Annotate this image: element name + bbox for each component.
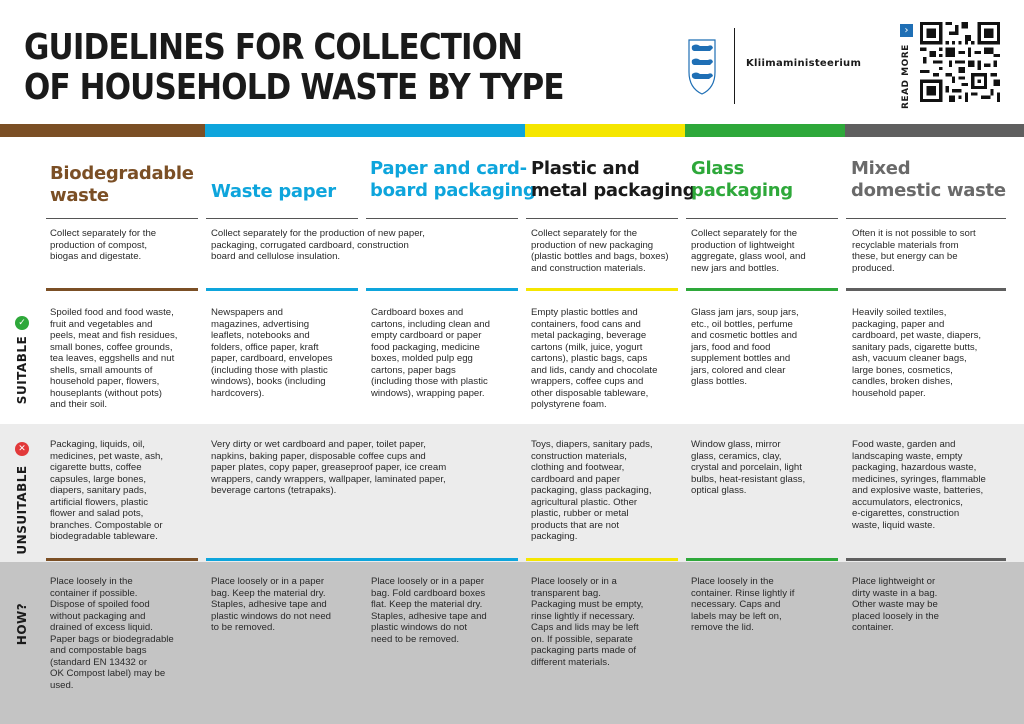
page-title-line-2: OF HOUSEHOLD WASTE BY TYPE: [24, 67, 564, 108]
color-bar-blue: [205, 124, 525, 137]
unsuitable-list: Toys, diapers, sanitary pads, construction materials, clothing and footwear, cardboard and paper packaging, glass packaging, agricultural plastic. Other plastic, rubber or metal products that are not packaging.: [531, 439, 653, 542]
page-title: [24, 28, 644, 108]
divider: [686, 288, 838, 291]
check-icon: ✓: [15, 316, 29, 330]
chevron-right-icon: ›: [900, 24, 913, 37]
suitable-list: Cardboard boxes and cartons, including clean and empty cardboard or paper food packaging, medicine boxes, molded pulp egg cartons, paper bags (including those with plastic windows), wrapping paper.: [371, 307, 490, 399]
row-label-suitable: [0, 300, 44, 424]
divider: [526, 558, 678, 561]
column-title-line: Waste paper: [211, 181, 336, 202]
unsuitable-list: Window glass, mirror glass, ceramics, clay, crystal and porcelain, light bulbs, heat-resistant glass, optical glass.: [691, 439, 806, 496]
column-title-biodegradable: [50, 163, 194, 207]
column-title-line: packaging: [691, 180, 793, 201]
divider: [46, 218, 198, 219]
how-instructions: Place lightweight or dirty waste in a bag. Other waste may be placed loosely in the container.: [852, 576, 939, 633]
color-bar-grey: [845, 124, 1024, 137]
divider: [846, 558, 1006, 561]
estonian-coat-of-arms-icon: [686, 38, 718, 96]
color-bar-yellow: [525, 124, 685, 137]
column-title-line: Mixed: [851, 158, 911, 179]
ministry-name: Kliimaministeerium: [746, 58, 862, 69]
how-instructions: Place loosely or in a transparent bag. Packaging must be empty, rinse lightly if necessary. Caps and lids may be left on. If possible, separate packaging parts made of different materials.: [531, 576, 644, 668]
column-description: Often it is not possible to sort recyclable materials from these, but energy can be produced.: [852, 228, 976, 274]
column-title-glass: [691, 158, 793, 202]
suitable-list: Newspapers and magazines, advertising leaflets, notebooks and folders, office paper, kraft paper, cardboard, envelopes (including those with plastic windows), books (including hardcovers).: [211, 307, 333, 399]
column-description: Collect separately for the production of new paper, packaging, corrugated cardboard, construction board and cellulose insulation.: [211, 228, 425, 262]
divider: [526, 288, 678, 291]
qr-code-icon[interactable]: [920, 22, 1000, 102]
divider: [206, 288, 358, 291]
row-label-unsuitable-text: UNSUITABLE: [15, 465, 29, 555]
divider: [686, 558, 838, 561]
suitable-list: Glass jam jars, soup jars, etc., oil bottles, perfume and cosmetic bottles and jars, food and food supplement bottles and jars, colored and clear glass bottles.: [691, 307, 799, 387]
divider: [206, 218, 358, 219]
unsuitable-list: Very dirty or wet cardboard and paper, toilet paper, napkins, baking paper, disposable coffee cups and paper plates, copy paper, greaseproof paper, ice cream wrappers, candy wrappers, wallpaper, laminated paper, beverage cartons (tetrapaks).: [211, 439, 447, 496]
divider: [846, 218, 1006, 219]
column-title-line: Glass: [691, 158, 745, 179]
divider: [366, 288, 518, 291]
column-title-line: domestic waste: [851, 180, 1006, 201]
divider: [526, 218, 678, 219]
divider: [846, 288, 1006, 291]
color-bar-brown: [0, 124, 205, 137]
unsuitable-list: Packaging, liquids, oil, medicines, pet waste, ash, cigarette butts, coffee capsules, large bones, diapers, sanitary pads, artificial flowers, plastic flower and salad pots, branches. Compostable or biodegradable tableware.: [50, 439, 164, 542]
how-instructions: Place loosely in the container if possible. Dispose of spoiled food without packaging and drained of excess liquid. Paper bags or biodegradable and compostable bags (standard EN 13432 or OK Compost label) may be used.: [50, 576, 174, 691]
row-label-how: [0, 562, 44, 724]
logo-divider: [734, 28, 735, 104]
suitable-list: Empty plastic bottles and containers, food cans and metal packaging, beverage cartons (milk, juice, yogurt cartons), plastic bags, caps and lids, candy and chocolate wrappers, coffee cups and other disposable tableware, polystyrene foam.: [531, 307, 658, 410]
divider: [206, 558, 518, 561]
divider: [366, 218, 518, 219]
unsuitable-list: Food waste, garden and landscaping waste, empty packaging, hazardous waste, medicines, syringes, flammable and explosive waste, batteries, accumulators, electronics, e-cigarettes, construction waste, liquid waste.: [852, 439, 986, 531]
read-more-label: READ MORE: [901, 44, 911, 109]
column-title-mixed: [851, 158, 1006, 202]
divider: [686, 218, 838, 219]
column-title-cardboard-packaging: [370, 158, 536, 202]
how-instructions: Place loosely or in a paper bag. Fold cardboard boxes flat. Keep the material dry. Staples, adhesive tape and plastic windows do not need to be removed.: [371, 576, 487, 645]
how-instructions: Place loosely in the container. Rinse lightly if necessary. Caps and labels may be left on, remove the lid.: [691, 576, 795, 633]
page-title-line-1: GUIDELINES FOR COLLECTION: [24, 27, 523, 68]
suitable-list: Spoiled food and food waste, fruit and vegetables and peels, meat and fish residues, small bones, coffee grounds, tea leaves, eggshells and nut shells, small amounts of household paper, flowers, houseplants (without pots) and their soil.: [50, 307, 178, 410]
column-description: Collect separately for the production of compost, biogas and digestate.: [50, 228, 157, 262]
divider: [46, 288, 198, 291]
cross-icon: ✕: [15, 442, 29, 456]
column-title-line: waste: [50, 185, 109, 206]
color-bar-green: [685, 124, 845, 137]
column-title-line: Plastic and: [531, 158, 640, 179]
row-label-suitable-text: SUITABLE: [15, 335, 29, 405]
column-title-line: metal packaging: [531, 180, 696, 201]
row-label-unsuitable: [0, 424, 44, 562]
row-label-how-text: HOW?: [15, 602, 29, 646]
column-title-line: Biodegradable: [50, 163, 194, 184]
column-title-plastic-metal: [531, 158, 695, 202]
ministry-logo: [686, 28, 876, 104]
suitable-list: Heavily soiled textiles, packaging, paper and cardboard, pet waste, diapers, sanitary pads, cigarette butts, ash, vacuum cleaner bags, large bones, cosmetics, candles, broken dishes, household paper.: [852, 307, 982, 399]
divider: [46, 558, 198, 561]
column-description: Collect separately for the production of lightweight aggregate, glass wool, and new jars and bottles.: [691, 228, 806, 274]
column-title-waste-paper: [211, 181, 336, 203]
column-description: Collect separately for the production of new packaging (plastic bottles and bags, boxes) and construction materials.: [531, 228, 669, 274]
how-instructions: Place loosely or in a paper bag. Keep the material dry. Staples, adhesive tape and plastic windows do not need to be removed.: [211, 576, 331, 633]
read-more[interactable]: [898, 24, 916, 109]
category-color-bar: [0, 124, 1024, 137]
column-title-line: Paper and card-: [370, 158, 527, 179]
column-title-line: board packaging: [370, 180, 536, 201]
